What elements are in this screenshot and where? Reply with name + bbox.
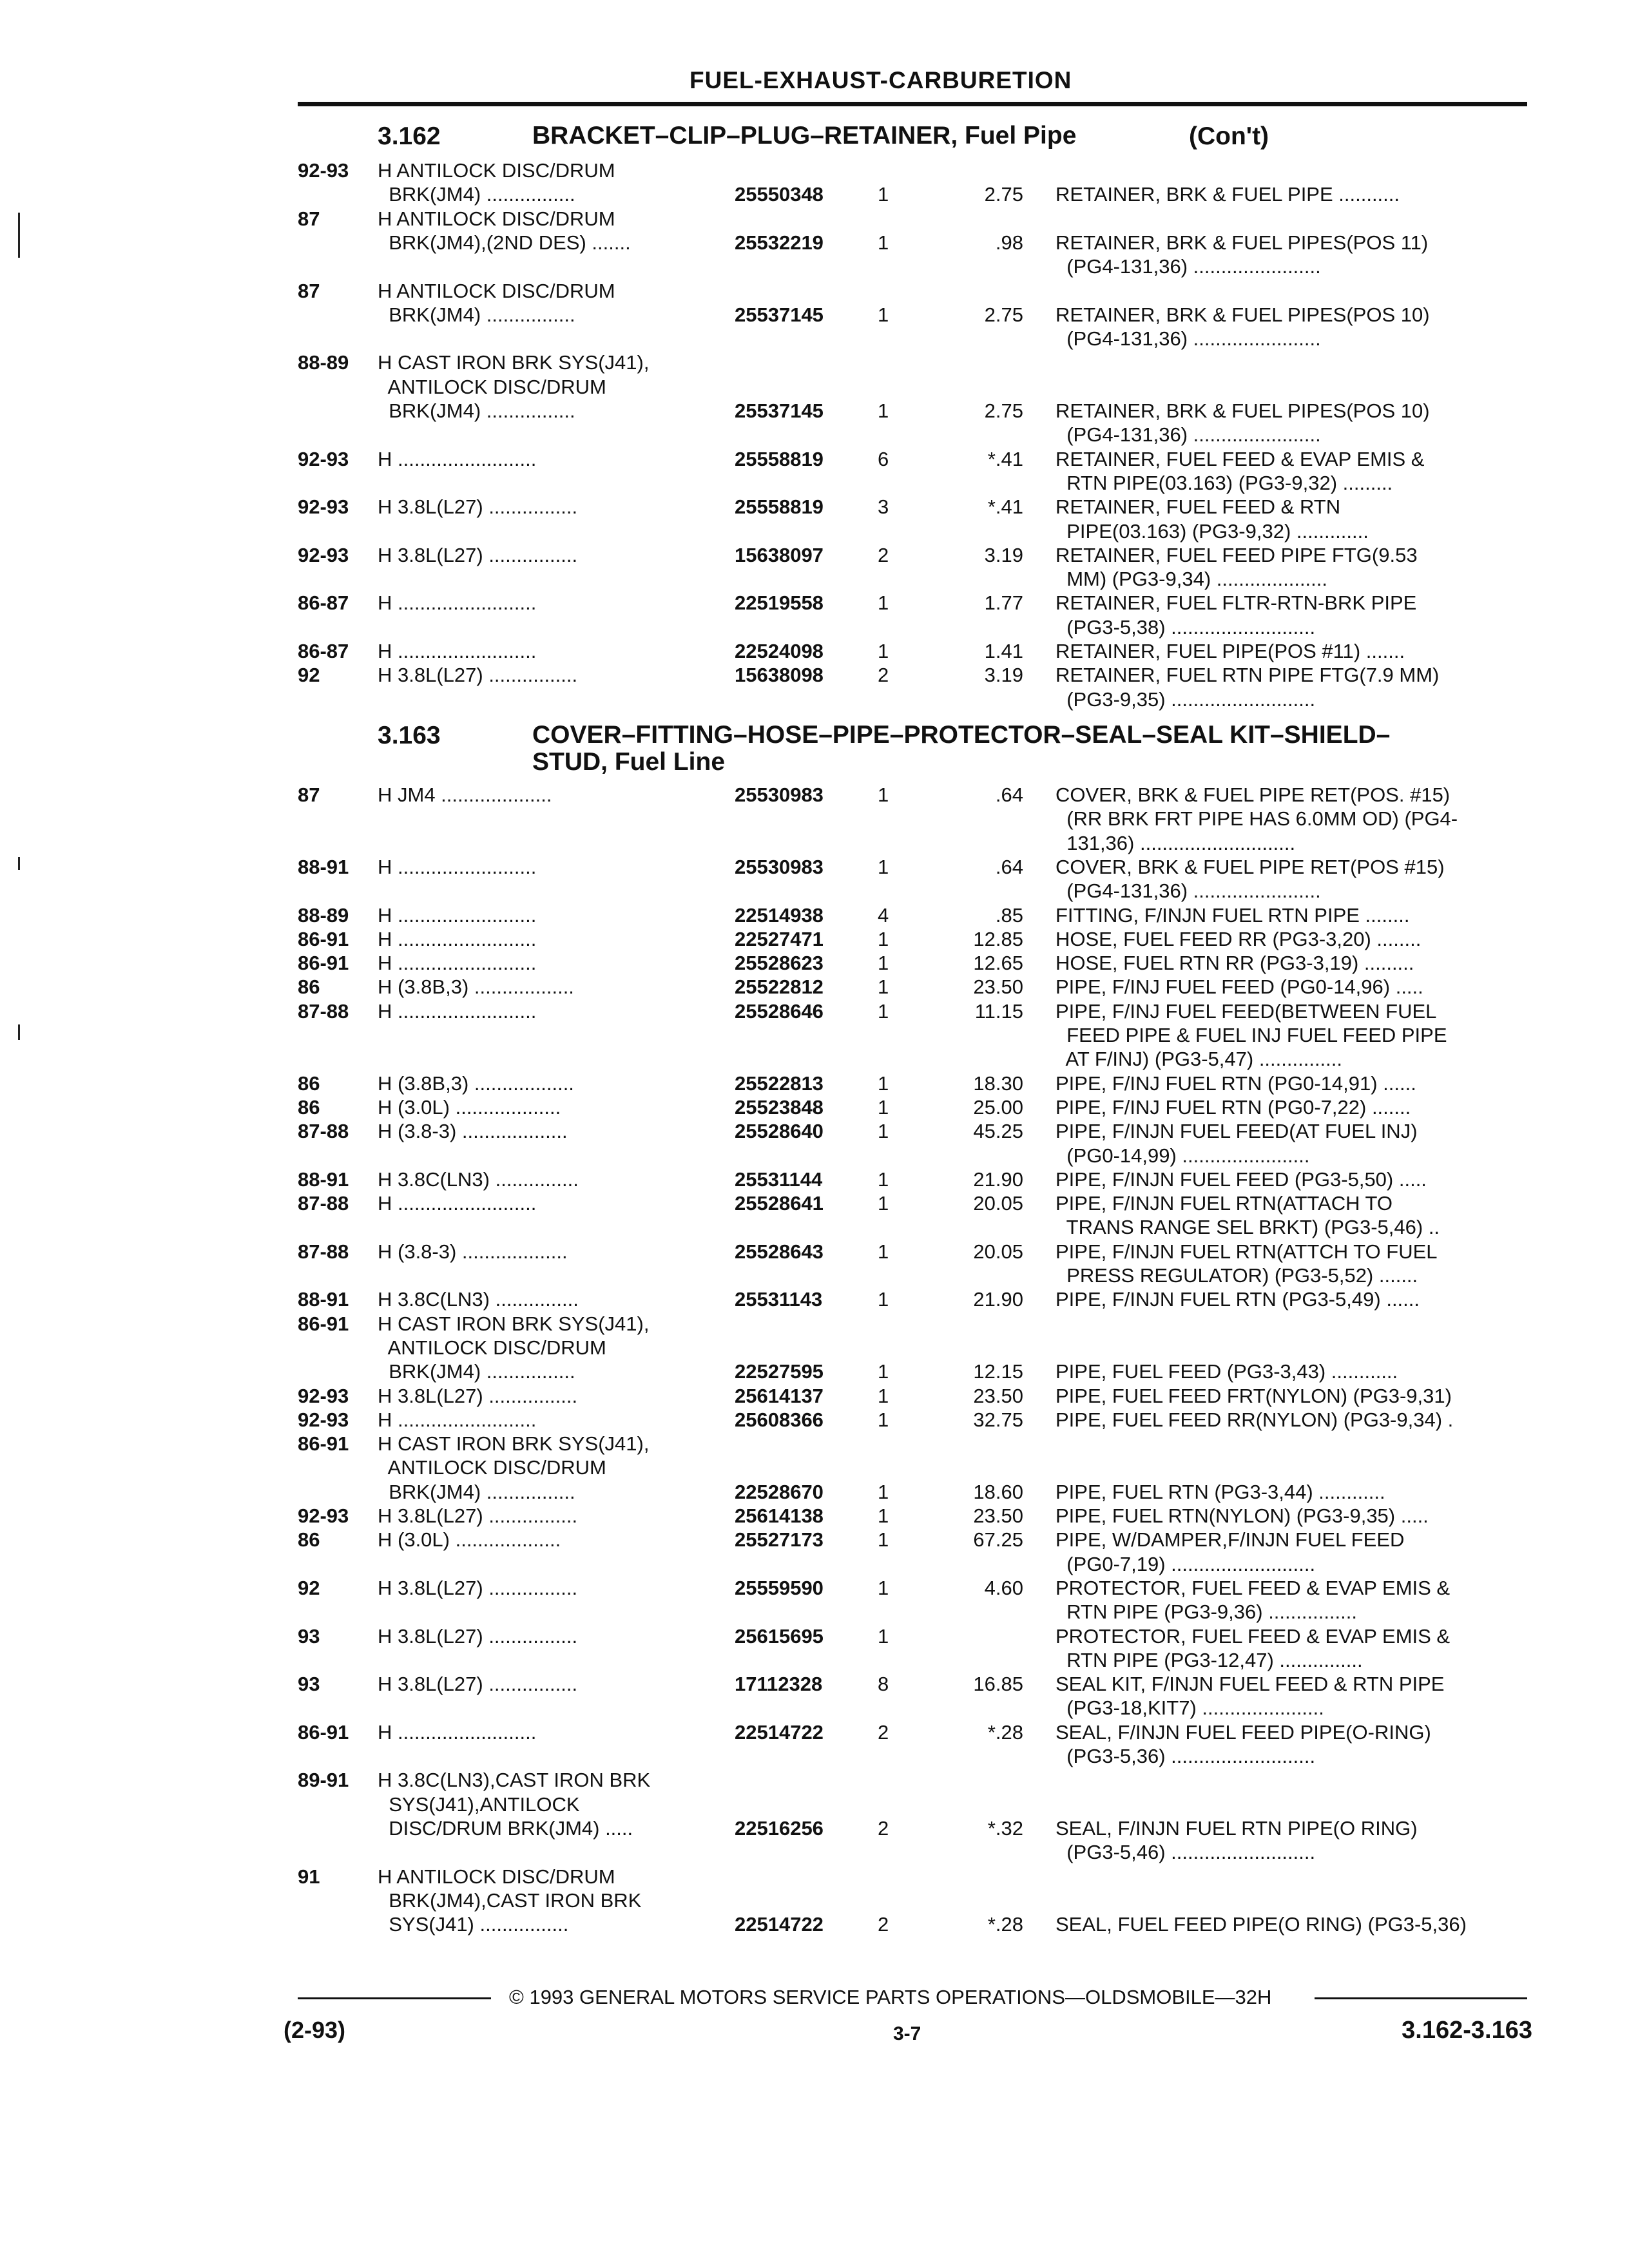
part-description: (PG3-18,KIT7) ...................... — [1055, 1696, 1324, 1720]
year-range: 91 — [298, 1865, 320, 1888]
quantity: 1 — [878, 399, 889, 422]
usage-description: H ANTILOCK DISC/DRUM — [378, 207, 615, 230]
quantity: 1 — [878, 231, 889, 254]
quantity: 1 — [878, 855, 889, 878]
quantity: 1 — [878, 1480, 889, 1503]
year-range: 87 — [298, 279, 320, 302]
year-range: 92-93 — [298, 1384, 349, 1407]
price: 23.50 — [973, 1384, 1023, 1407]
price: .85 — [995, 903, 1023, 927]
quantity: 1 — [878, 591, 889, 615]
price: 25.00 — [973, 1095, 1023, 1119]
part-description: (PG3-5,38) .......................... — [1055, 615, 1316, 639]
part-description: MM) (PG3-9,34) .................... — [1055, 568, 1328, 591]
year-range: 88-89 — [298, 351, 349, 374]
usage-description: H ......................... — [378, 447, 537, 470]
year-range: 86-87 — [298, 640, 349, 662]
part-number: 22527595 — [735, 1360, 824, 1383]
part-description: PIPE, F/INJ FUEL RTN (PG0-14,91) ...... — [1055, 1072, 1416, 1095]
quantity: 2 — [878, 1720, 889, 1744]
part-description: SEAL KIT, F/INJN FUEL FEED & RTN PIPE — [1055, 1673, 1445, 1696]
part-description: (PG3-9,35) .......................... — [1055, 687, 1316, 711]
year-range: 88-89 — [298, 903, 349, 927]
usage-description: H ANTILOCK DISC/DRUM — [378, 279, 615, 302]
quantity: 1 — [878, 1384, 889, 1407]
section-number: 3.163 — [378, 722, 441, 749]
part-description: (PG4-131,36) ....................... — [1055, 327, 1321, 351]
part-number: 25528641 — [735, 1192, 824, 1215]
usage-description: SYS(J41),ANTILOCK — [378, 1792, 580, 1816]
page-header-title: FUEL-EXHAUST-CARBURETION — [689, 67, 1072, 93]
section-title: BRACKET–CLIP–PLUG–RETAINER, Fuel Pipe — [532, 122, 1077, 149]
quantity: 1 — [878, 303, 889, 326]
year-range: 86 — [298, 975, 320, 999]
part-number: 15638098 — [735, 664, 824, 687]
part-description: PIPE, FUEL FEED RR(NYLON) (PG3-9,34) . — [1055, 1408, 1454, 1431]
quantity: 1 — [878, 1240, 889, 1263]
part-description: PIPE, F/INJN FUEL FEED (PG3-5,50) ..... — [1055, 1168, 1427, 1191]
usage-description: H 3.8L(L27) ................ — [378, 543, 578, 566]
price: 23.50 — [973, 975, 1023, 999]
scan-mark — [18, 857, 20, 870]
part-description: HOSE, FUEL FEED RR (PG3-3,20) ........ — [1055, 927, 1422, 950]
part-number: 22519558 — [735, 591, 824, 615]
usage-description: H ANTILOCK DISC/DRUM — [378, 1865, 615, 1888]
price: *.28 — [987, 1720, 1023, 1744]
quantity: 1 — [878, 1528, 889, 1552]
part-description: (PG4-131,36) ....................... — [1055, 879, 1321, 903]
year-range: 92 — [298, 1576, 320, 1599]
part-description: RTN PIPE(03.163) (PG3-9,32) ......... — [1055, 471, 1393, 494]
part-description: COVER, BRK & FUEL PIPE RET(POS. #15) — [1055, 783, 1451, 806]
usage-description: H ......................... — [378, 591, 537, 615]
part-description: PIPE, F/INJ FUEL RTN (PG0-7,22) ....... — [1055, 1095, 1411, 1119]
price: 4.60 — [984, 1576, 1023, 1599]
price: 3.19 — [984, 543, 1023, 566]
quantity: 2 — [878, 543, 889, 566]
usage-description: ANTILOCK DISC/DRUM — [378, 1336, 606, 1359]
quantity: 1 — [878, 952, 889, 975]
part-number: 25531143 — [735, 1288, 823, 1311]
part-number: 25537145 — [735, 303, 824, 326]
part-number: 25530983 — [735, 855, 824, 878]
header-rule — [298, 102, 1527, 106]
price: 32.75 — [973, 1408, 1023, 1431]
part-description: RTN PIPE (PG3-12,47) ............... — [1055, 1648, 1363, 1671]
part-number: 25528646 — [735, 999, 824, 1023]
price: *.41 — [987, 447, 1023, 470]
year-range: 93 — [298, 1673, 320, 1696]
part-number: 25550348 — [735, 183, 824, 206]
year-range: 92 — [298, 664, 320, 687]
price: 23.50 — [973, 1504, 1023, 1527]
usage-description: H ANTILOCK DISC/DRUM — [378, 159, 615, 182]
part-number: 22528670 — [735, 1480, 824, 1503]
usage-description: H 3.8L(L27) ................ — [378, 664, 578, 687]
part-description: (PG4-131,36) ....................... — [1055, 255, 1321, 278]
usage-description: H (3.0L) ................... — [378, 1095, 561, 1119]
part-description: RETAINER, FUEL FEED PIPE FTG(9.53 — [1055, 543, 1418, 566]
part-number: 22514938 — [735, 903, 824, 927]
quantity: 1 — [878, 183, 889, 206]
year-range: 93 — [298, 1624, 320, 1648]
year-range: 92-93 — [298, 159, 349, 182]
year-range: 87 — [298, 783, 320, 806]
usage-description: H ......................... — [378, 640, 537, 662]
part-description: PRESS REGULATOR) (PG3-5,52) ....... — [1055, 1264, 1418, 1287]
usage-description: H 3.8C(LN3) ............... — [378, 1288, 579, 1311]
usage-description: H (3.8B,3) .................. — [378, 1072, 574, 1095]
part-description: FEED PIPE & FUEL INJ FUEL FEED PIPE — [1055, 1024, 1447, 1046]
part-description: PIPE, F/INJN FUEL RTN (PG3-5,49) ...... — [1055, 1288, 1420, 1311]
year-range: 92-93 — [298, 495, 349, 519]
section-title: COVER–FITTING–HOSE–PIPE–PROTECTOR–SEAL–SEAL KIT–SHIELD–STUD, Fuel Line — [532, 721, 1391, 776]
usage-description: H JM4 .................... — [378, 783, 552, 806]
usage-description: H ......................... — [378, 927, 537, 950]
quantity: 8 — [878, 1673, 889, 1696]
part-number: 25528640 — [735, 1120, 824, 1143]
year-range: 92-93 — [298, 543, 349, 566]
part-description: RETAINER, FUEL RTN PIPE FTG(7.9 MM) — [1055, 664, 1440, 687]
quantity: 1 — [878, 1408, 889, 1431]
usage-description: H ......................... — [378, 1192, 537, 1215]
price: 21.90 — [973, 1288, 1023, 1311]
scan-mark — [18, 1024, 20, 1040]
usage-description: H CAST IRON BRK SYS(J41), — [378, 351, 650, 374]
part-description: PIPE(03.163) (PG3-9,32) ............. — [1055, 519, 1369, 543]
usage-description: H (3.8-3) ................... — [378, 1240, 568, 1263]
usage-description: H (3.8-3) ................... — [378, 1120, 568, 1143]
part-description: RETAINER, FUEL PIPE(POS #11) ....... — [1055, 640, 1405, 662]
usage-description: H ......................... — [378, 1408, 537, 1431]
usage-description: BRK(JM4) ................ — [378, 1480, 575, 1503]
part-number: 25531144 — [735, 1168, 823, 1191]
part-number: 25614137 — [735, 1384, 824, 1407]
part-number: 22527471 — [735, 927, 824, 950]
quantity: 1 — [878, 1120, 889, 1143]
price: 2.75 — [984, 303, 1023, 326]
year-range: 89-91 — [298, 1769, 349, 1792]
part-number: 25523848 — [735, 1095, 824, 1119]
part-description: SEAL, F/INJN FUEL RTN PIPE(O RING) — [1055, 1816, 1418, 1840]
quantity: 1 — [878, 1095, 889, 1119]
quantity: 1 — [878, 1360, 889, 1383]
year-range: 86 — [298, 1095, 320, 1119]
quantity: 1 — [878, 999, 889, 1023]
part-description: (RR BRK FRT PIPE HAS 6.0MM OD) (PG4- — [1055, 807, 1458, 831]
price: *.41 — [987, 495, 1023, 519]
quantity: 1 — [878, 1192, 889, 1215]
price: 18.60 — [973, 1480, 1023, 1503]
usage-description: H CAST IRON BRK SYS(J41), — [378, 1432, 650, 1456]
year-range: 87-88 — [298, 1240, 349, 1263]
quantity: 1 — [878, 975, 889, 999]
part-number: 25532219 — [735, 231, 824, 254]
quantity: 1 — [878, 783, 889, 806]
price: .98 — [995, 231, 1023, 254]
usage-description: DISC/DRUM BRK(JM4) ..... — [378, 1816, 633, 1840]
part-number: 22514722 — [735, 1720, 824, 1744]
footer-rule-right — [1315, 1997, 1527, 1999]
part-number: 25558819 — [735, 495, 824, 519]
usage-description: H 3.8L(L27) ................ — [378, 1673, 578, 1696]
quantity: 1 — [878, 1624, 889, 1648]
usage-description: ANTILOCK DISC/DRUM — [378, 375, 606, 398]
part-number: 22524098 — [735, 640, 824, 662]
usage-description: ANTILOCK DISC/DRUM — [378, 1456, 606, 1479]
part-number: 22516256 — [735, 1816, 824, 1840]
price: 11.15 — [974, 999, 1023, 1023]
usage-description: BRK(JM4),CAST IRON BRK — [378, 1888, 642, 1912]
part-description: PROTECTOR, FUEL FEED & EVAP EMIS & — [1055, 1624, 1451, 1648]
part-number: 25527173 — [735, 1528, 824, 1552]
usage-description: H ......................... — [378, 903, 537, 927]
usage-description: H 3.8L(L27) ................ — [378, 495, 578, 519]
part-description: RETAINER, FUEL FEED & RTN — [1055, 495, 1341, 519]
price: 1.77 — [984, 591, 1023, 615]
usage-description: SYS(J41) ................ — [378, 1913, 569, 1936]
footer-date: (2-93) — [284, 2017, 346, 2043]
part-number: 25530983 — [735, 783, 824, 806]
part-description: AT F/INJ) (PG3-5,47) ............... — [1055, 1048, 1343, 1071]
year-range: 92-93 — [298, 1504, 349, 1527]
year-range: 87-88 — [298, 1192, 349, 1215]
part-number: 25615695 — [735, 1624, 824, 1648]
price: 12.65 — [973, 952, 1023, 975]
price: 45.25 — [973, 1120, 1023, 1143]
year-range: 92-93 — [298, 1408, 349, 1431]
part-description: PIPE, F/INJN FUEL RTN(ATTCH TO FUEL — [1055, 1240, 1438, 1263]
year-range: 86 — [298, 1072, 320, 1095]
usage-description: BRK(JM4) ................ — [378, 1360, 575, 1383]
part-description: SEAL, FUEL FEED PIPE(O RING) (PG3-5,36) — [1055, 1913, 1467, 1936]
price: .64 — [995, 855, 1023, 878]
quantity: 2 — [878, 1816, 889, 1840]
part-description: PIPE, FUEL RTN(NYLON) (PG3-9,35) ..... — [1055, 1504, 1429, 1527]
part-number: 17112328 — [735, 1673, 823, 1696]
year-range: 88-91 — [298, 1168, 349, 1191]
quantity: 1 — [878, 1168, 889, 1191]
price: *.28 — [987, 1913, 1023, 1936]
part-description: PIPE, FUEL FEED FRT(NYLON) (PG3-9,31) — [1055, 1384, 1452, 1407]
usage-description: H 3.8L(L27) ................ — [378, 1576, 578, 1599]
footer-rule-left — [298, 1997, 491, 1999]
part-description: RETAINER, FUEL FLTR-RTN-BRK PIPE — [1055, 591, 1417, 615]
part-description: (PG3-5,36) .......................... — [1055, 1745, 1316, 1767]
footer-section-range: 3.162-3.163 — [1402, 2017, 1532, 2044]
part-number: 25522812 — [735, 975, 824, 999]
usage-description: H ......................... — [378, 855, 537, 878]
part-description: RETAINER, BRK & FUEL PIPES(POS 10) — [1055, 399, 1430, 422]
part-description: PIPE, FUEL FEED (PG3-3,43) ............ — [1055, 1360, 1398, 1383]
part-description: PROTECTOR, FUEL FEED & EVAP EMIS & — [1055, 1576, 1451, 1599]
usage-description: H ......................... — [378, 1720, 537, 1744]
year-range: 86-91 — [298, 1432, 349, 1456]
section-continued: (Con't) — [1189, 122, 1269, 150]
usage-description: H 3.8L(L27) ................ — [378, 1504, 578, 1527]
usage-description: H (3.0L) ................... — [378, 1528, 561, 1552]
price: 20.05 — [973, 1192, 1023, 1215]
part-description: PIPE, FUEL RTN (PG3-3,44) ............ — [1055, 1480, 1385, 1503]
part-description: PIPE, W/DAMPER,F/INJN FUEL FEED — [1055, 1528, 1405, 1552]
price: 20.05 — [973, 1240, 1023, 1263]
quantity: 2 — [878, 664, 889, 687]
usage-description: H 3.8C(LN3) ............... — [378, 1168, 579, 1191]
part-description: PIPE, F/INJ FUEL FEED (PG0-14,96) ..... — [1055, 975, 1423, 999]
usage-description: H 3.8L(L27) ................ — [378, 1624, 578, 1648]
section-number: 3.162 — [378, 122, 441, 150]
price: 67.25 — [973, 1528, 1023, 1552]
price: 1.41 — [984, 640, 1023, 662]
quantity: 1 — [878, 1072, 889, 1095]
part-number: 15638097 — [735, 543, 824, 566]
part-description: HOSE, FUEL RTN RR (PG3-3,19) ......... — [1055, 952, 1414, 975]
scan-mark — [18, 213, 20, 258]
quantity: 3 — [878, 495, 889, 519]
part-description: PIPE, F/INJN FUEL FEED(AT FUEL INJ) — [1055, 1120, 1418, 1143]
usage-description: BRK(JM4),(2ND DES) ....... — [378, 231, 631, 254]
part-number: 25528643 — [735, 1240, 824, 1263]
part-description: FITTING, F/INJN FUEL RTN PIPE ........ — [1055, 903, 1410, 927]
year-range: 87 — [298, 207, 320, 230]
quantity: 1 — [878, 1504, 889, 1527]
usage-description: H ......................... — [378, 952, 537, 975]
part-number: 25528623 — [735, 952, 824, 975]
quantity: 1 — [878, 1576, 889, 1599]
price: *.32 — [987, 1816, 1023, 1840]
price: 21.90 — [973, 1168, 1023, 1191]
part-description: RETAINER, BRK & FUEL PIPES(POS 11) — [1055, 231, 1429, 254]
footer-copyright: © 1993 GENERAL MOTORS SERVICE PARTS OPERATIONS—OLDSMOBILE—32H — [509, 1986, 1272, 2008]
quantity: 6 — [878, 447, 889, 470]
usage-description: H CAST IRON BRK SYS(J41), — [378, 1312, 650, 1335]
year-range: 88-91 — [298, 1288, 349, 1311]
quantity: 1 — [878, 1288, 889, 1311]
price: 18.30 — [973, 1072, 1023, 1095]
part-number: 25614138 — [735, 1504, 824, 1527]
part-number: 25559590 — [735, 1576, 824, 1599]
usage-description: H (3.8B,3) .................. — [378, 975, 574, 999]
part-description: RETAINER, FUEL FEED & EVAP EMIS & — [1055, 447, 1425, 470]
year-range: 88-91 — [298, 855, 349, 878]
price: 3.19 — [984, 664, 1023, 687]
price: 2.75 — [984, 399, 1023, 422]
quantity: 2 — [878, 1913, 889, 1936]
year-range: 86 — [298, 1528, 320, 1552]
usage-description: H 3.8C(LN3),CAST IRON BRK — [378, 1769, 651, 1792]
year-range: 86-91 — [298, 1720, 349, 1744]
part-description: (PG0-14,99) ....................... — [1055, 1144, 1310, 1167]
part-description: TRANS RANGE SEL BRKT) (PG3-5,46) .. — [1055, 1216, 1440, 1239]
part-description: (PG0-7,19) .......................... — [1055, 1552, 1316, 1575]
part-description: RTN PIPE (PG3-9,36) ................ — [1055, 1600, 1357, 1624]
year-range: 86-91 — [298, 1312, 349, 1335]
quantity: 4 — [878, 903, 889, 927]
part-description: RETAINER, BRK & FUEL PIPE ........... — [1055, 183, 1400, 206]
year-range: 87-88 — [298, 999, 349, 1023]
part-description: COVER, BRK & FUEL PIPE RET(POS #15) — [1055, 855, 1445, 878]
year-range: 92-93 — [298, 447, 349, 470]
usage-description: BRK(JM4) ................ — [378, 399, 575, 422]
part-description: PIPE, F/INJ FUEL FEED(BETWEEN FUEL — [1055, 999, 1437, 1023]
part-number: 25608366 — [735, 1408, 824, 1431]
part-description: RETAINER, BRK & FUEL PIPES(POS 10) — [1055, 303, 1430, 326]
usage-description: H 3.8L(L27) ................ — [378, 1384, 578, 1407]
usage-description: BRK(JM4) ................ — [378, 183, 575, 206]
usage-description: BRK(JM4) ................ — [378, 303, 575, 326]
year-range: 87-88 — [298, 1120, 349, 1143]
price: 16.85 — [973, 1673, 1023, 1696]
part-number: 25522813 — [735, 1072, 824, 1095]
quantity: 1 — [878, 927, 889, 950]
price: .64 — [995, 783, 1023, 806]
year-range: 86-91 — [298, 927, 349, 950]
part-description: SEAL, F/INJN FUEL FEED PIPE(O-RING) — [1055, 1720, 1431, 1744]
part-number: 25558819 — [735, 447, 824, 470]
quantity: 1 — [878, 640, 889, 662]
part-description: (PG4-131,36) ....................... — [1055, 423, 1321, 447]
part-description: 131,36) ............................ — [1055, 831, 1296, 854]
footer-page-number: 3-7 — [893, 2023, 921, 2044]
year-range: 86-91 — [298, 952, 349, 975]
price: 2.75 — [984, 183, 1023, 206]
usage-description: H ......................... — [378, 999, 537, 1023]
part-description: (PG3-5,46) .......................... — [1055, 1841, 1316, 1864]
price: 12.15 — [973, 1360, 1023, 1383]
part-number: 25537145 — [735, 399, 824, 422]
part-number: 22514722 — [735, 1913, 824, 1936]
part-description: PIPE, F/INJN FUEL RTN(ATTACH TO — [1055, 1192, 1393, 1215]
price: 12.85 — [973, 927, 1023, 950]
year-range: 86-87 — [298, 591, 349, 615]
